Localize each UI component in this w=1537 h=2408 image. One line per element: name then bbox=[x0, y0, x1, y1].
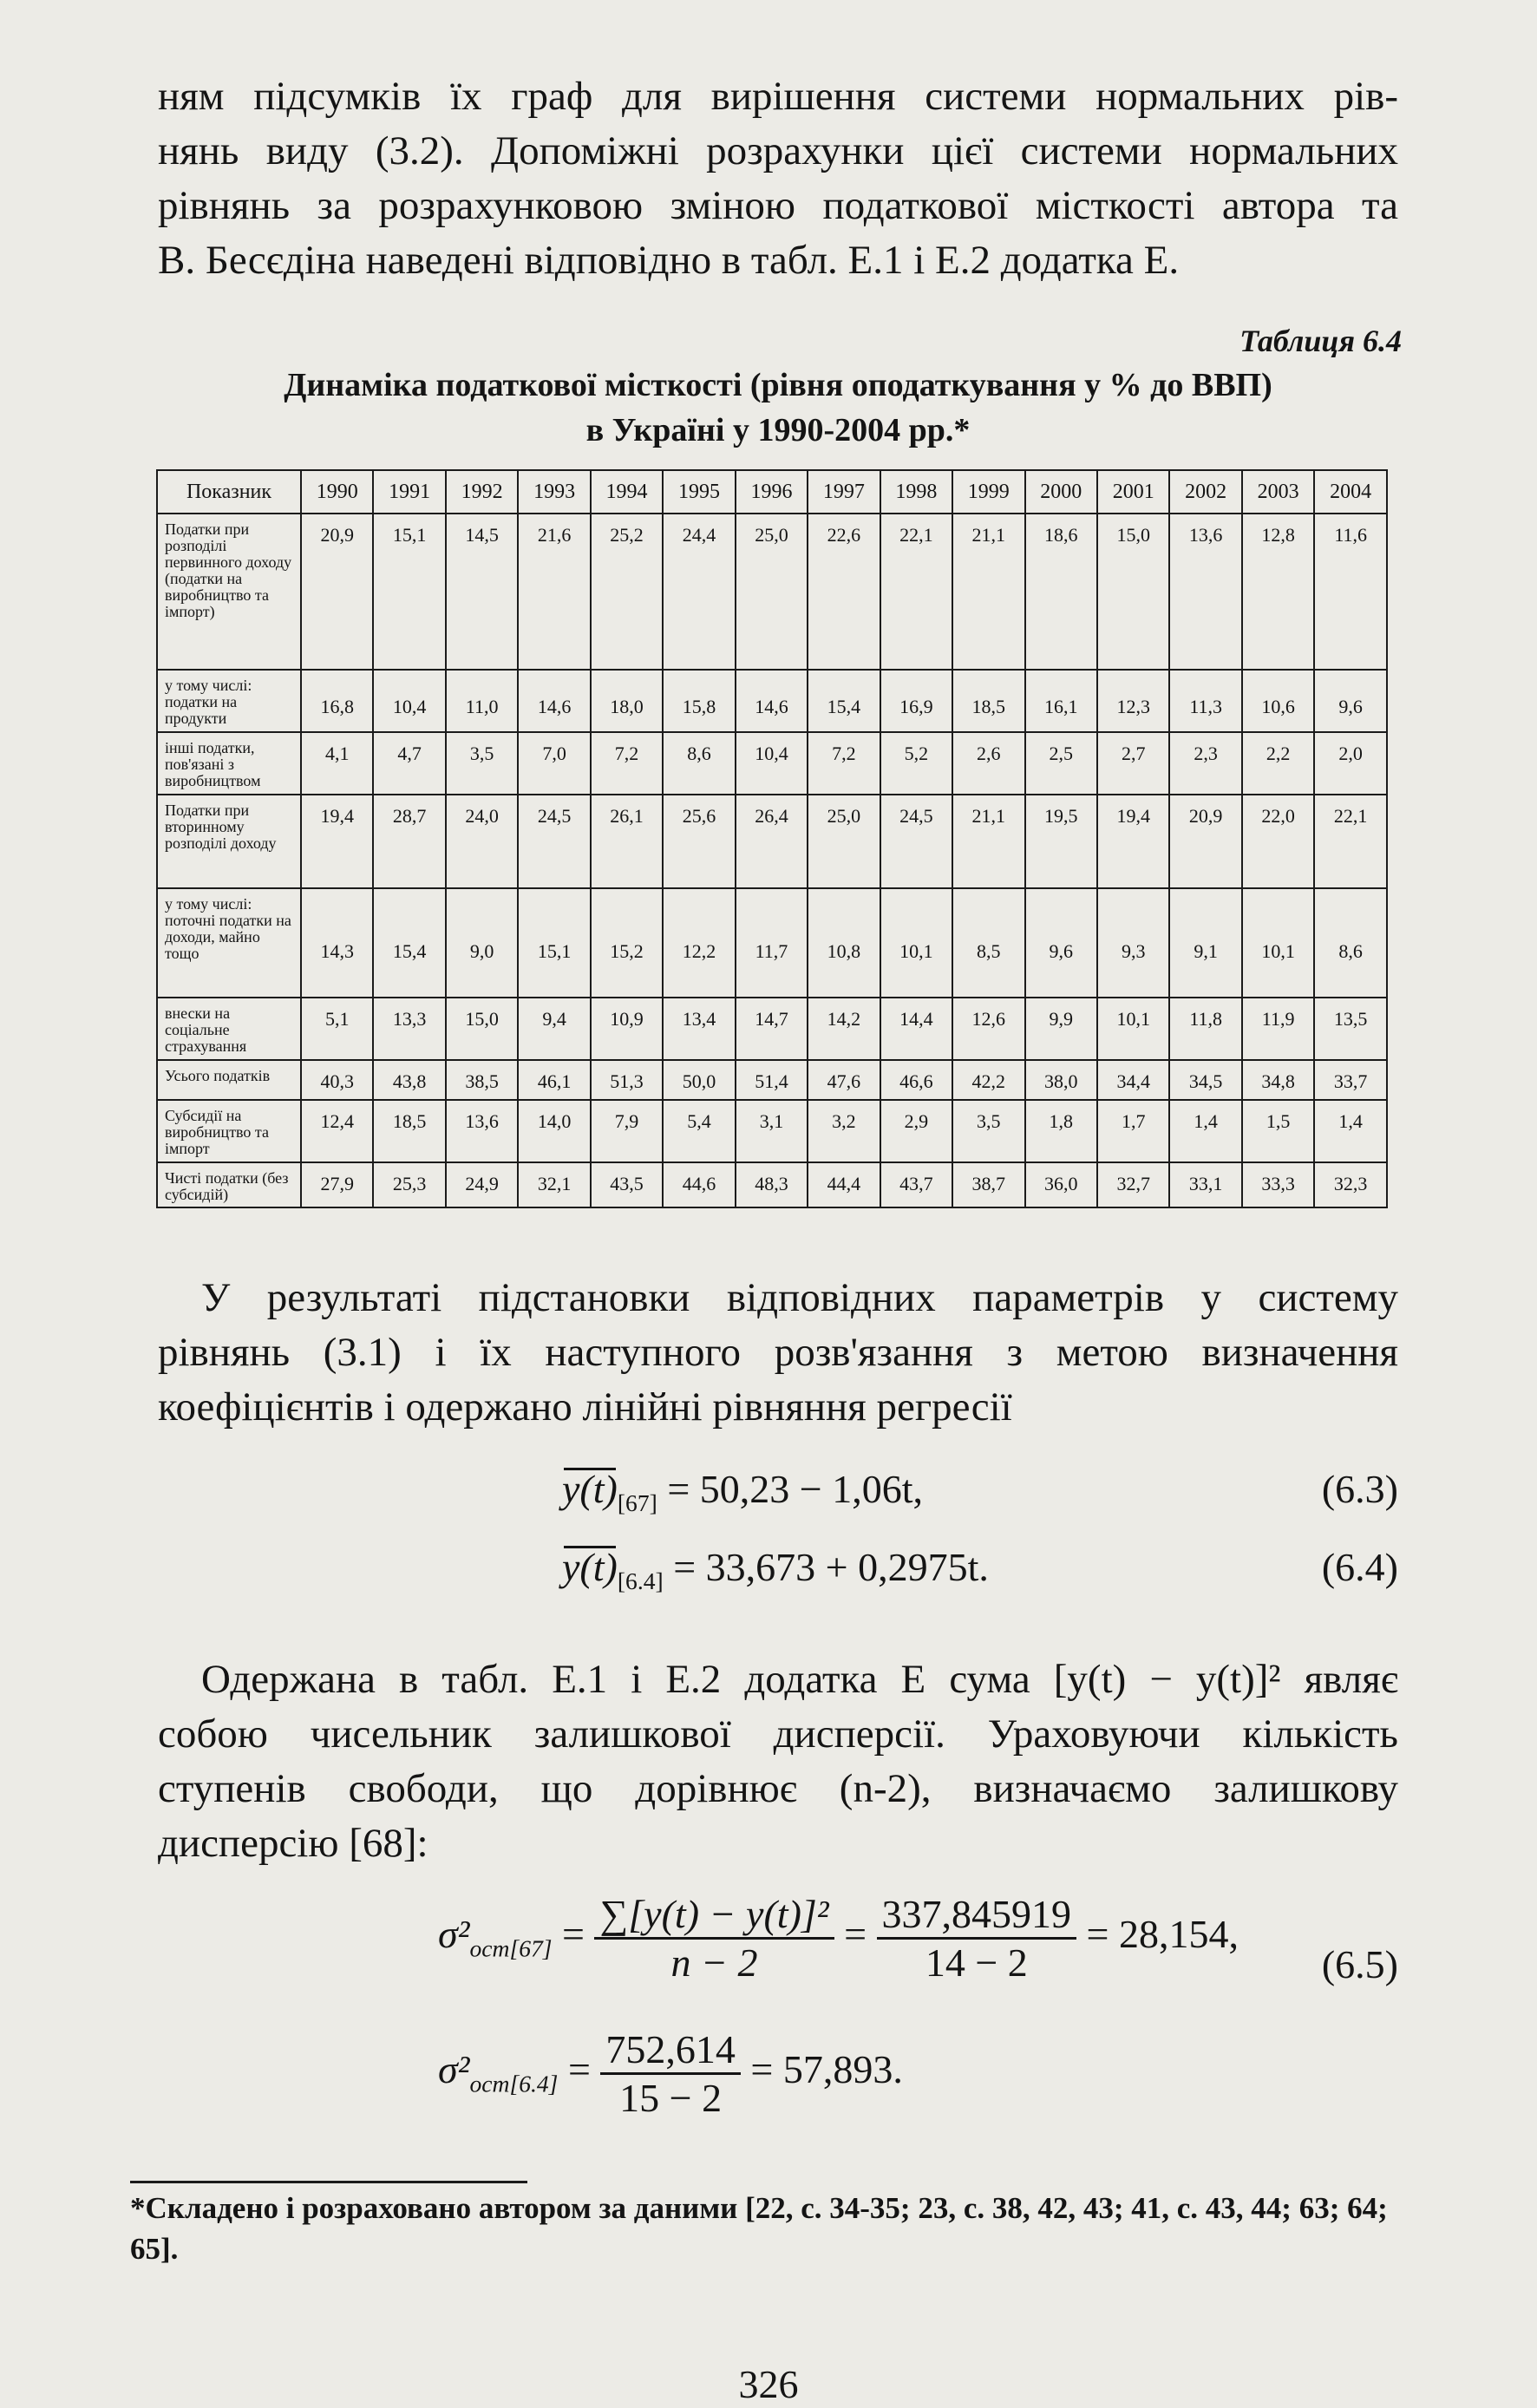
table-row bbox=[157, 888, 1387, 998]
value-cell: 2,9 bbox=[880, 1100, 952, 1162]
row-label: у тому числі: поточні податки на доходи, майно тощо bbox=[157, 888, 301, 998]
fraction-denominator: 15 − 2 bbox=[619, 2076, 723, 2120]
table-title-line: Динаміка податкової місткості (рівня оподаткування у % до ВВП) bbox=[284, 367, 1272, 403]
value-cell: 24,9 bbox=[446, 1162, 518, 1207]
intro-paragraph bbox=[158, 69, 1398, 288]
header-cell: 1994 bbox=[591, 470, 663, 514]
value-cell: 10,9 bbox=[591, 998, 663, 1060]
header-cell: 1995 bbox=[663, 470, 735, 514]
eq-subscript: [6.4] bbox=[617, 1567, 664, 1595]
value-cell: 25,0 bbox=[736, 514, 808, 670]
value-cell: 3,1 bbox=[736, 1100, 808, 1162]
value-cell: 32,1 bbox=[518, 1162, 590, 1207]
value-cell: 7,2 bbox=[591, 732, 663, 795]
eq-lhs: σ² bbox=[438, 2047, 470, 2092]
header-cell: 2004 bbox=[1314, 470, 1387, 514]
value-cell: 15,1 bbox=[518, 888, 590, 998]
value-cell: 9,6 bbox=[1025, 888, 1097, 998]
value-cell: 51,3 bbox=[591, 1060, 663, 1100]
text-line: нянь виду (3.2). Допоміжні розрахунки цієї системи нормальних bbox=[158, 128, 1398, 173]
value-cell: 48,3 bbox=[736, 1162, 808, 1207]
value-cell: 12,4 bbox=[301, 1100, 373, 1162]
table-row bbox=[157, 1060, 1387, 1100]
value-cell: 40,3 bbox=[301, 1060, 373, 1100]
value-cell: 25,0 bbox=[808, 795, 880, 888]
value-cell: 3,5 bbox=[446, 732, 518, 795]
value-cell: 47,6 bbox=[808, 1060, 880, 1100]
value-cell: 1,8 bbox=[1025, 1100, 1097, 1162]
value-cell: 20,9 bbox=[1169, 795, 1241, 888]
value-cell: 4,7 bbox=[373, 732, 445, 795]
table-title-line: в Україні у 1990-2004 рр.* bbox=[585, 412, 971, 448]
value-cell: 5,2 bbox=[880, 732, 952, 795]
value-cell: 9,4 bbox=[518, 998, 590, 1060]
value-cell: 24,0 bbox=[446, 795, 518, 888]
value-cell: 11,3 bbox=[1169, 670, 1241, 732]
value-cell: 21,6 bbox=[518, 514, 590, 670]
value-cell: 36,0 bbox=[1025, 1162, 1097, 1207]
value-cell: 9,0 bbox=[446, 888, 518, 998]
value-cell: 13,4 bbox=[663, 998, 735, 1060]
text-line: Одержана в табл. Е.1 і Е.2 додатка Е сума [y(t) − y(t)]² являє bbox=[201, 1657, 1398, 1702]
value-cell: 13,6 bbox=[446, 1100, 518, 1162]
footnote-divider bbox=[130, 2181, 527, 2183]
value-cell: 14,4 bbox=[880, 998, 952, 1060]
fraction bbox=[877, 1891, 1077, 1986]
fraction-denominator: 14 − 2 bbox=[925, 1940, 1028, 1985]
footnote: *Складено і розраховано автором за даними [22, с. 34-35; 23, с. 38, 42, 43; 41, с. 43, 44; 63; 64; 65]. bbox=[130, 2191, 1388, 2266]
value-cell: 10,1 bbox=[880, 888, 952, 998]
value-cell: 15,4 bbox=[808, 670, 880, 732]
value-cell: 9,6 bbox=[1314, 670, 1387, 732]
value-cell: 18,5 bbox=[373, 1100, 445, 1162]
header-cell: 1990 bbox=[301, 470, 373, 514]
row-label: Субсидії на виробництво та імпорт bbox=[157, 1100, 301, 1162]
table-title bbox=[158, 363, 1398, 453]
table-row bbox=[157, 795, 1387, 888]
value-cell: 11,9 bbox=[1242, 998, 1314, 1060]
value-cell: 8,5 bbox=[952, 888, 1024, 998]
value-cell: 14,6 bbox=[736, 670, 808, 732]
header-cell: Показник bbox=[157, 470, 301, 514]
row-label: внески на соціальне страхування bbox=[157, 998, 301, 1060]
text-line: У результаті підстановки відповідних параметрів у систему bbox=[201, 1275, 1398, 1320]
value-cell: 11,0 bbox=[446, 670, 518, 732]
eq-result: = 28,154, bbox=[1086, 1912, 1239, 1957]
eq-result: = 57,893. bbox=[750, 2047, 903, 2092]
value-cell: 9,9 bbox=[1025, 998, 1097, 1060]
table-row bbox=[157, 514, 1387, 670]
table-row bbox=[157, 1162, 1387, 1207]
table-row bbox=[157, 732, 1387, 795]
row-label: Усього податків bbox=[157, 1060, 301, 1100]
text-line: ступенів свободи, що дорівнює (n-2), визначаємо залишкову bbox=[158, 1766, 1398, 1811]
text-line: коефіцієнтів і одержано лінійні рівняння регресії bbox=[158, 1384, 1012, 1430]
value-cell: 28,7 bbox=[373, 795, 445, 888]
text-line: В. Бесєдіна наведені відповідно в табл. Е.1 і Е.2 додатка Е. bbox=[158, 238, 1180, 283]
value-cell: 22,1 bbox=[880, 514, 952, 670]
value-cell: 16,8 bbox=[301, 670, 373, 732]
value-cell: 14,5 bbox=[446, 514, 518, 670]
value-cell: 18,5 bbox=[952, 670, 1024, 732]
eq-lhs: y(t) bbox=[562, 1467, 618, 1511]
page-number: 326 bbox=[738, 2362, 799, 2406]
value-cell: 26,1 bbox=[591, 795, 663, 888]
header-cell: 1991 bbox=[373, 470, 445, 514]
value-cell: 8,6 bbox=[663, 732, 735, 795]
value-cell: 34,5 bbox=[1169, 1060, 1241, 1100]
header-cell: 2002 bbox=[1169, 470, 1241, 514]
value-cell: 14,7 bbox=[736, 998, 808, 1060]
value-cell: 1,7 bbox=[1097, 1100, 1169, 1162]
text-line: рівнянь за розрахунковою зміною податкової місткості автора та bbox=[158, 183, 1398, 228]
value-cell: 43,5 bbox=[591, 1162, 663, 1207]
equation-number: (6.4) bbox=[1321, 1545, 1398, 1589]
value-cell: 24,5 bbox=[518, 795, 590, 888]
value-cell: 33,3 bbox=[1242, 1162, 1314, 1207]
value-cell: 5,1 bbox=[301, 998, 373, 1060]
equation-number: (6.5) bbox=[1321, 1942, 1398, 1986]
row-label: у тому числі: податки на продукти bbox=[157, 670, 301, 732]
value-cell: 44,6 bbox=[663, 1162, 735, 1207]
table-row bbox=[157, 1100, 1387, 1162]
value-cell: 10,1 bbox=[1097, 998, 1169, 1060]
value-cell: 14,6 bbox=[518, 670, 590, 732]
value-cell: 10,4 bbox=[736, 732, 808, 795]
value-cell: 50,0 bbox=[663, 1060, 735, 1100]
value-cell: 25,2 bbox=[591, 514, 663, 670]
header-cell: 1999 bbox=[952, 470, 1024, 514]
value-cell: 25,3 bbox=[373, 1162, 445, 1207]
value-cell: 8,6 bbox=[1314, 888, 1387, 998]
fraction bbox=[600, 2026, 741, 2121]
value-cell: 12,8 bbox=[1242, 514, 1314, 670]
header-cell: 2000 bbox=[1025, 470, 1097, 514]
header-cell: 1996 bbox=[736, 470, 808, 514]
value-cell: 11,7 bbox=[736, 888, 808, 998]
equation-6-6: $\sigma^2_{ост[6.4]}$ = $\frac{752,614}{15 - 2}$ = 57,893. bbox=[438, 2027, 903, 2120]
value-cell: 4,1 bbox=[301, 732, 373, 795]
text-line: рівнянь (3.1) і їх наступного розв'язання з метою визначення bbox=[158, 1330, 1398, 1375]
value-cell: 11,6 bbox=[1314, 514, 1387, 670]
equation-6-5: $\sigma^2_{ост[67]}$ = $\frac{\text{∑[y(t) − y(t)]²}}{n - 2}$ = $\frac{337,845919}{14 - 2}$ = 28,154, bbox=[438, 1892, 1239, 1985]
value-cell: 19,5 bbox=[1025, 795, 1097, 888]
value-cell: 13,5 bbox=[1314, 998, 1387, 1060]
regression-paragraph bbox=[158, 1271, 1398, 1435]
value-cell: 1,4 bbox=[1169, 1100, 1241, 1162]
text-line: собою чисельник залишкової дисперсії. Ураховуючи кількість bbox=[158, 1711, 1398, 1757]
value-cell: 16,9 bbox=[880, 670, 952, 732]
value-cell: 25,6 bbox=[663, 795, 735, 888]
value-cell: 1,4 bbox=[1314, 1100, 1387, 1162]
eq-rhs: = 33,673 + 0,2975t. bbox=[673, 1545, 989, 1589]
value-cell: 9,3 bbox=[1097, 888, 1169, 998]
eq-lhs: y(t) bbox=[562, 1545, 618, 1589]
value-cell: 24,5 bbox=[880, 795, 952, 888]
value-cell: 9,1 bbox=[1169, 888, 1241, 998]
value-cell: 43,7 bbox=[880, 1162, 952, 1207]
value-cell: 26,4 bbox=[736, 795, 808, 888]
value-cell: 15,1 bbox=[373, 514, 445, 670]
value-cell: 24,4 bbox=[663, 514, 735, 670]
value-cell: 46,1 bbox=[518, 1060, 590, 1100]
tax-capacity-table bbox=[156, 469, 1388, 1208]
value-cell: 2,5 bbox=[1025, 732, 1097, 795]
value-cell: 7,9 bbox=[591, 1100, 663, 1162]
value-cell: 14,2 bbox=[808, 998, 880, 1060]
value-cell: 2,6 bbox=[952, 732, 1024, 795]
equation-number: (6.3) bbox=[1321, 1467, 1398, 1511]
value-cell: 7,2 bbox=[808, 732, 880, 795]
row-label: Податки при розподілі первинного доходу (податки на виробництво та імпорт) bbox=[157, 514, 301, 670]
value-cell: 33,7 bbox=[1314, 1060, 1387, 1100]
fraction-denominator: n − 2 bbox=[670, 1940, 758, 1985]
table-label: Таблиця 6.4 bbox=[1239, 324, 1402, 358]
value-cell: 10,1 bbox=[1242, 888, 1314, 998]
value-cell: 42,2 bbox=[952, 1060, 1024, 1100]
value-cell: 1,5 bbox=[1242, 1100, 1314, 1162]
value-cell: 19,4 bbox=[301, 795, 373, 888]
value-cell: 15,2 bbox=[591, 888, 663, 998]
header-cell: 1997 bbox=[808, 470, 880, 514]
value-cell: 34,8 bbox=[1242, 1060, 1314, 1100]
value-cell: 12,3 bbox=[1097, 670, 1169, 732]
value-cell: 10,4 bbox=[373, 670, 445, 732]
value-cell: 46,6 bbox=[880, 1060, 952, 1100]
eq-subscript: ост[6.4] bbox=[469, 2070, 559, 2097]
row-label: інші податки, пов'язані з виробництвом bbox=[157, 732, 301, 795]
value-cell: 2,0 bbox=[1314, 732, 1387, 795]
row-label: Чисті податки (без субсидій) bbox=[157, 1162, 301, 1207]
value-cell: 12,6 bbox=[952, 998, 1024, 1060]
eq-subscript: [67] bbox=[617, 1489, 657, 1517]
value-cell: 15,4 bbox=[373, 888, 445, 998]
value-cell: 5,4 bbox=[663, 1100, 735, 1162]
fraction bbox=[594, 1891, 834, 1986]
value-cell: 14,0 bbox=[518, 1100, 590, 1162]
value-cell: 32,7 bbox=[1097, 1162, 1169, 1207]
value-cell: 10,8 bbox=[808, 888, 880, 998]
value-cell: 2,7 bbox=[1097, 732, 1169, 795]
fraction-numerator: 752,614 bbox=[600, 2026, 741, 2075]
value-cell: 38,7 bbox=[952, 1162, 1024, 1207]
row-label: Податки при вторинному розподілі доходу bbox=[157, 795, 301, 888]
header-cell: 2001 bbox=[1097, 470, 1169, 514]
value-cell: 18,6 bbox=[1025, 514, 1097, 670]
value-cell: 14,3 bbox=[301, 888, 373, 998]
table-row bbox=[157, 670, 1387, 732]
value-cell: 18,0 bbox=[591, 670, 663, 732]
value-cell: 15,0 bbox=[446, 998, 518, 1060]
header-cell: 1993 bbox=[518, 470, 590, 514]
value-cell: 33,1 bbox=[1169, 1162, 1241, 1207]
header-cell: 2003 bbox=[1242, 470, 1314, 514]
value-cell: 22,6 bbox=[808, 514, 880, 670]
value-cell: 2,2 bbox=[1242, 732, 1314, 795]
value-cell: 10,6 bbox=[1242, 670, 1314, 732]
value-cell: 22,1 bbox=[1314, 795, 1387, 888]
value-cell: 38,5 bbox=[446, 1060, 518, 1100]
value-cell: 19,4 bbox=[1097, 795, 1169, 888]
value-cell: 15,0 bbox=[1097, 514, 1169, 670]
equation-6-4 bbox=[562, 1544, 989, 1595]
value-cell: 12,2 bbox=[663, 888, 735, 998]
equation-6-3 bbox=[562, 1466, 923, 1517]
eq-subscript: ост[67] bbox=[469, 1934, 553, 1962]
text-line: ням підсумків їх граф для вирішення системи нормальних рів- bbox=[158, 74, 1398, 119]
fraction-numerator: 337,845919 bbox=[877, 1891, 1077, 1940]
value-cell: 2,3 bbox=[1169, 732, 1241, 795]
value-cell: 3,5 bbox=[952, 1100, 1024, 1162]
value-cell: 15,8 bbox=[663, 670, 735, 732]
value-cell: 20,9 bbox=[301, 514, 373, 670]
fraction-numerator: ∑[y(t) − y(t)]² bbox=[594, 1891, 834, 1940]
table-row bbox=[157, 998, 1387, 1060]
eq-lhs: σ² bbox=[438, 1912, 470, 1957]
value-cell: 22,0 bbox=[1242, 795, 1314, 888]
value-cell: 3,2 bbox=[808, 1100, 880, 1162]
value-cell: 21,1 bbox=[952, 514, 1024, 670]
table-body bbox=[157, 514, 1387, 1207]
value-cell: 21,1 bbox=[952, 795, 1024, 888]
text-line: дисперсію [68]: bbox=[158, 1821, 428, 1866]
dispersion-paragraph bbox=[158, 1652, 1398, 1871]
value-cell: 16,1 bbox=[1025, 670, 1097, 732]
value-cell: 13,6 bbox=[1169, 514, 1241, 670]
value-cell: 32,3 bbox=[1314, 1162, 1387, 1207]
value-cell: 7,0 bbox=[518, 732, 590, 795]
value-cell: 11,8 bbox=[1169, 998, 1241, 1060]
value-cell: 27,9 bbox=[301, 1162, 373, 1207]
value-cell: 43,8 bbox=[373, 1060, 445, 1100]
value-cell: 38,0 bbox=[1025, 1060, 1097, 1100]
value-cell: 51,4 bbox=[736, 1060, 808, 1100]
value-cell: 44,4 bbox=[808, 1162, 880, 1207]
value-cell: 34,4 bbox=[1097, 1060, 1169, 1100]
value-cell: 13,3 bbox=[373, 998, 445, 1060]
table-header-row bbox=[157, 470, 1387, 514]
header-cell: 1998 bbox=[880, 470, 952, 514]
header-cell: 1992 bbox=[446, 470, 518, 514]
eq-rhs: = 50,23 − 1,06t, bbox=[667, 1467, 923, 1511]
